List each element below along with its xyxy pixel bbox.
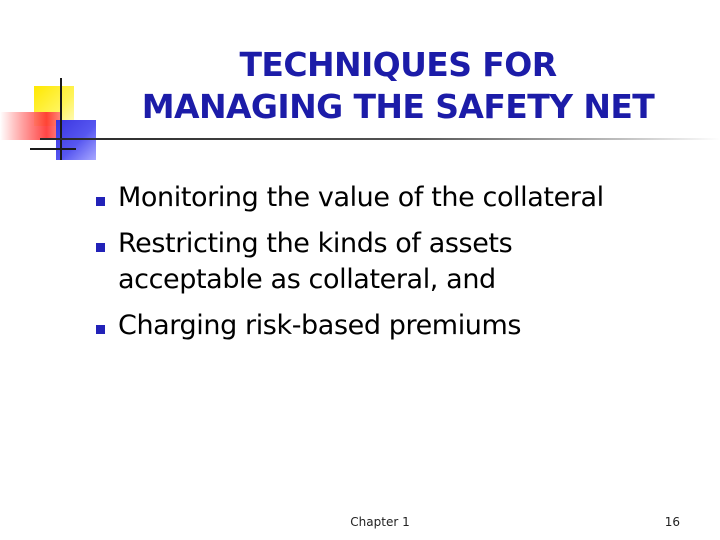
bullet-item — [96, 226, 656, 298]
footer-page-number: 16 — [664, 515, 680, 529]
title-line-1: TECHNIQUES FOR — [239, 45, 557, 84]
bullet-item — [96, 308, 656, 344]
title-divider — [40, 138, 720, 140]
red-bar-decoration — [0, 112, 62, 140]
square-bullet-icon — [96, 197, 105, 206]
horizontal-line-decoration — [30, 148, 76, 150]
square-bullet-icon — [96, 325, 105, 334]
footer-chapter: Chapter 1 — [350, 515, 410, 529]
bullet-item — [96, 180, 656, 216]
bullet-text: Monitoring the value of the collateral — [118, 182, 604, 213]
bullet-text: Restricting the kinds of assets acceptable as collateral, and — [118, 228, 513, 295]
slide-title — [88, 44, 708, 128]
title-line-2: MANAGING THE SAFETY NET — [141, 87, 655, 126]
bullet-list — [96, 180, 656, 354]
square-bullet-icon — [96, 243, 105, 252]
bullet-text: Charging risk-based premiums — [118, 310, 522, 341]
